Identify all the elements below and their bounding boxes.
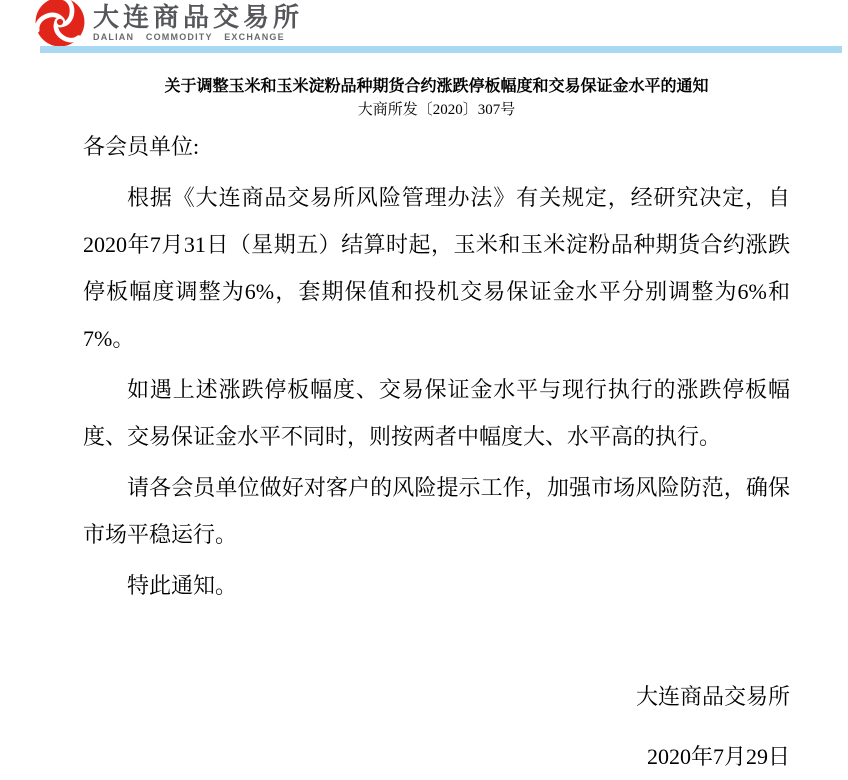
signature: 大连商品交易所: [635, 684, 790, 709]
paragraph-2: 如遇上述涨跌停板幅度、交易保证金水平与现行执行的涨跌停板幅度、交易保证金水平不同时，则按两者中幅度大、水平高的执行。: [83, 377, 790, 449]
dce-swirl-icon: [34, 0, 86, 46]
doc-number: 大商所发〔2020〕307号: [357, 102, 516, 118]
paragraph-1: 根据《大连商品交易所风险管理办法》有关规定，经研究决定，自2020年7月31日（星期五）结算时起，玉米和玉米淀粉品种期货合约涨跌停板幅度调整为6%，套期保值和投机交易保证金水平分别调整为6%和7%。: [83, 185, 790, 351]
salutation: 各会员单位:: [83, 134, 200, 159]
paragraph-3: 请各会员单位做好对客户的风险提示工作，加强市场风险防范，确保市场平稳运行。: [83, 475, 790, 547]
brand-name-cn: 大连商品交易所: [93, 2, 304, 32]
dce-logo: [34, 0, 86, 46]
brand-name-en: DALIAN COMMODITY EXCHANGE: [93, 32, 285, 42]
notice-title: 关于调整玉米和玉米淀粉品种期货合约涨跌停板幅度和交易保证金水平的通知: [164, 78, 709, 95]
date: 2020年7月29日: [646, 744, 790, 769]
header-divider-bar: [40, 46, 842, 53]
brand-block: [93, 0, 303, 43]
closing-line: 特此通知。: [127, 573, 238, 598]
header: [0, 0, 848, 46]
notice-content: [0, 75, 848, 780]
